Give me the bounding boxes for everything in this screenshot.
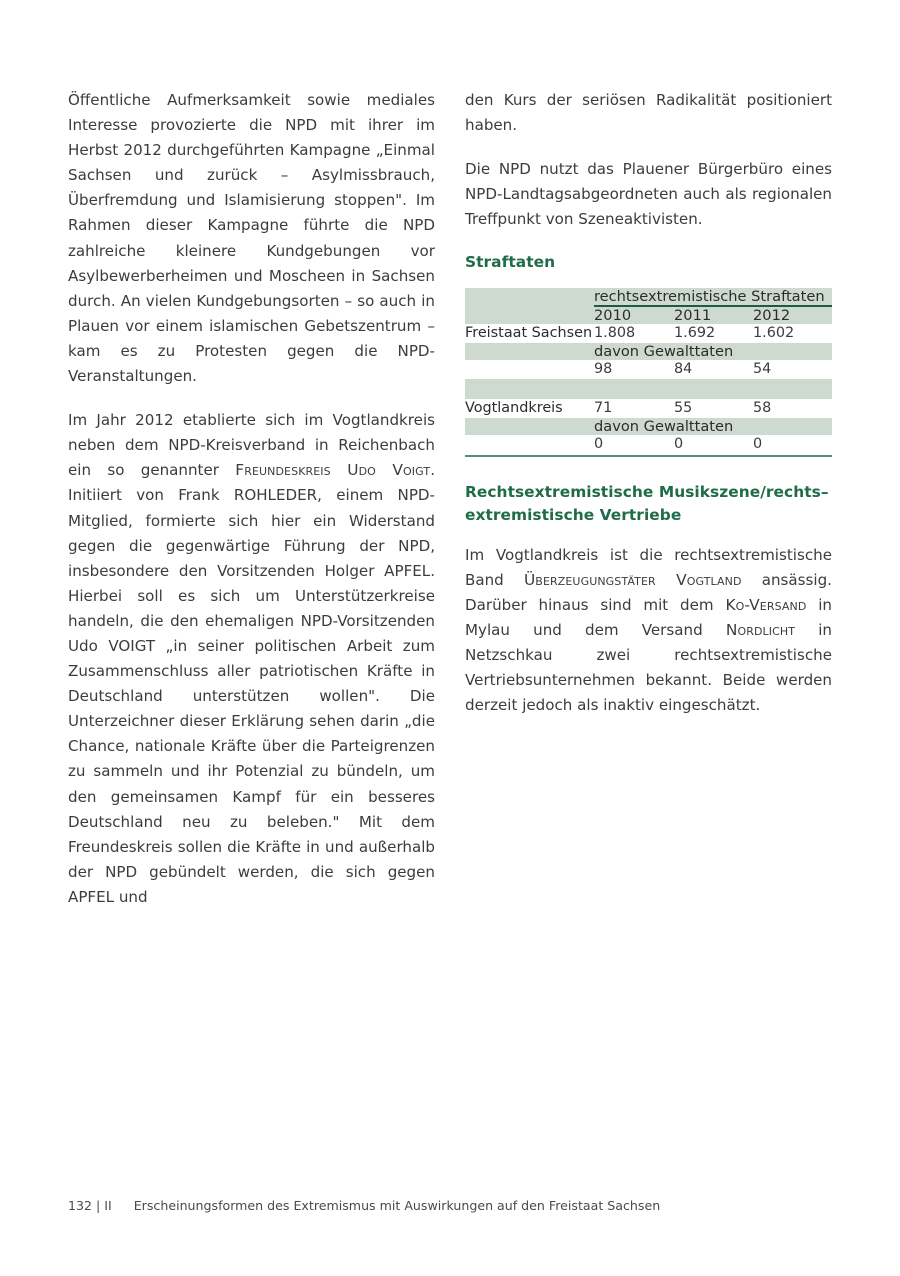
paragraph-right-3-run-g: in Netzschkau zwei rechtsextremistische Vertriebsunternehmen bekannt. Beide werden derzeit jedoch als inaktiv eingeschätzt. [465, 621, 832, 715]
footer-folio: 132 | II [68, 1198, 112, 1213]
paragraph-right-3-run-e: in Mylau und dem Versand [465, 596, 832, 640]
paragraph-left-1: Öffentliche Aufmerksamkeit sowie mediales Interesse provozierte die NPD mit ihrer im Herbst 2012 durchgeführten Kampagne „Einmal Sachsen und zurück – Asylmissbrauch, Überfremdung und Islamisierung stoppen". Im Rahmen dieser Kampagne führte die NPD zahlreiche kleinere Kundgebungen vor Asylbewerberheimen und Moscheen in Sachsen durch. An vielen Kundgebungsorten – so auch in Plauen vor einem islamischen Gebetszentrum – kam es zu Protesten gegen die NPD-Veranstaltungen. [68, 91, 435, 386]
year-header-2012: 2012 [753, 306, 832, 324]
group-header-spacer [465, 288, 594, 306]
table-head [465, 288, 832, 324]
straftaten-table [465, 288, 832, 454]
paragraph-right-3 [465, 543, 832, 719]
row-label-vogtlandkreis: Vogtlandkreis [465, 400, 563, 417]
band-fill-cell [594, 379, 832, 399]
paragraph-left-2-run-c: . Initiiert von Frank ROHLEDER, einem NPD-Mitglied, formierte sich hier ein Widerstand gegen die gegenwärtige Führung der NPD, insbesondere den Vorsitzenden Holger APFEL. Hierbei soll es sich um Unterstützerkreise handeln, die den ehemaligen NPD-Vorsitzenden Udo VOIGT „in seiner politischen Arbeit zum Zusammenschluss aller patriotischen Kräfte in Deutschland unterstützen wollen". Die Unterzeichner dieser Erklärung sehen darin „die Chance, nationale Kräfte über die Parteigrenzen zu sammeln und ihr Potenzial zu bündeln, um den gemeinsamen Kampf für ein besseres Deutschland neu zu beleben." Mit dem Freundeskreis sollen die Kräfte in und außerhalb der NPD gebündelt werden, die sich gegen APFEL und [68, 461, 435, 906]
year-header-2010: 2010 [594, 306, 674, 324]
subheader-spacer-1 [465, 343, 594, 360]
cell-freistaat-2011: 1.692 [674, 325, 716, 342]
table-row [465, 324, 832, 343]
row-label-gewalttaten-vogtland [465, 435, 594, 454]
subheader-davon-gewalttaten-1: davon Gewalttaten [594, 343, 832, 360]
paragraph-right-1: den Kurs der seriösen Radikalität positioniert haben. [465, 91, 832, 135]
row-label-freistaat-sachsen: Freistaat Sachsen [465, 325, 593, 342]
straftaten-table-wrapper [465, 288, 832, 456]
table-bottom-rule [465, 455, 832, 456]
cell-gewalt-vogtland-2012: 0 [753, 436, 763, 453]
cell-gewalt-vogtland-2011: 0 [674, 436, 684, 453]
cell-freistaat-2010: 1.808 [594, 325, 636, 342]
year-header-2011: 2011 [674, 306, 753, 324]
paragraph-left-2-run-a: Im Jahr 2012 etablierte sich im Vogtlandkreis neben dem NPD-Kreisverband in Reichenbach ein so genannter [68, 411, 435, 480]
cell-freistaat-2012: 1.602 [753, 325, 795, 342]
right-column [465, 88, 832, 719]
cell-gewalt-sachsen-2012: 54 [753, 361, 772, 378]
heading-straftaten: Straftaten [465, 253, 556, 272]
row-label-gewalttaten-sachsen [465, 360, 594, 379]
paragraph-left-2 [68, 408, 435, 910]
cell-gewalt-sachsen-2010: 98 [594, 361, 613, 378]
table-group-header-row [465, 288, 832, 306]
table-subheader-row [465, 343, 832, 360]
paragraph-right-3-run-c: ansässig. Darüber hinaus sind mit dem [465, 570, 832, 615]
cell-vogtland-2011: 55 [674, 400, 693, 417]
table-row [465, 360, 832, 379]
year-header-spacer [465, 306, 594, 324]
smallcaps-nordlicht: Nordlicht [725, 621, 796, 640]
page-footer [68, 1198, 858, 1214]
footer-running-title: Erscheinungsformen des Extremismus mit Auswirkungen auf den Freistaat Sachsen [133, 1198, 661, 1213]
paragraph-right-3-run-a: Im Vogtlandkreis ist die rechtsextremistische Band [465, 545, 832, 589]
table-body [465, 324, 832, 454]
table-subheader-row [465, 418, 832, 435]
heading-musikszene-vertriebe: Rechtsextremistische Musikszene/rechts–extremistische Vertriebe [465, 482, 829, 524]
cell-vogtland-2010: 71 [594, 400, 613, 417]
cell-gewalt-vogtland-2010: 0 [594, 436, 604, 453]
paragraph-right-2: Die NPD nutzt das Plauener Bürgerbüro eines NPD-Landtagsabgeordneten auch als regionalen Treffpunkt von Szeneaktivisten. [465, 160, 832, 229]
table-row [465, 399, 832, 418]
cell-vogtland-2012: 58 [753, 400, 772, 417]
band-spacer-cell [465, 379, 594, 399]
smallcaps-ueberzeugungstaeter-vogtland: Überzeugungstäter Vogtland [523, 570, 742, 589]
subheader-davon-gewalttaten-2: davon Gewalttaten [594, 418, 832, 435]
smallcaps-ko-versand: Ko-Versand [725, 596, 807, 615]
table-row [465, 435, 832, 454]
cell-gewalt-sachsen-2011: 84 [674, 361, 693, 378]
group-header-straftaten: rechtsextremistische Straftaten [594, 288, 832, 306]
subheader-spacer-2 [465, 418, 594, 435]
table-band-row [465, 379, 832, 399]
smallcaps-freundeskreis-udo-voigt: Freundeskreis Udo Voigt [235, 461, 431, 480]
left-column [68, 88, 435, 910]
table-year-header-row [465, 306, 832, 324]
